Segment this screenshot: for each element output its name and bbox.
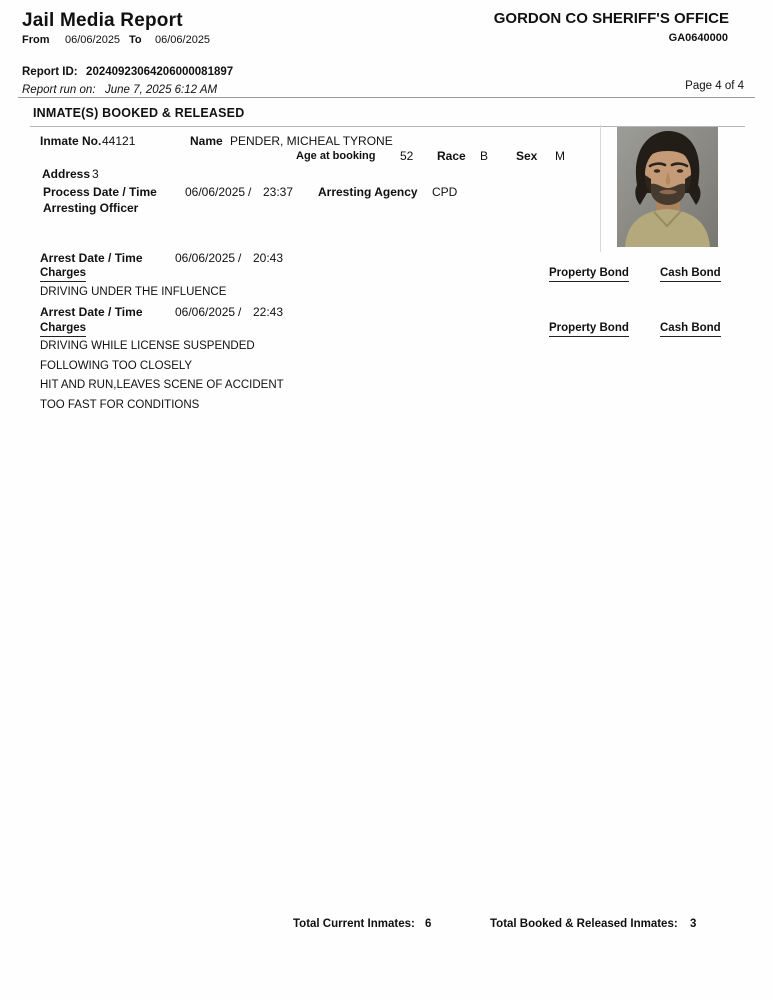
process-date-value: 06/06/2025 xyxy=(185,185,246,199)
charge-item: TOO FAST FOR CONDITIONS xyxy=(40,399,200,412)
arrest2-property-bond-header: Property Bond xyxy=(549,322,629,337)
arresting-officer-label: Arresting Officer xyxy=(43,201,139,215)
arrest1-date-value: 06/06/2025 xyxy=(175,251,236,265)
office-code: GA0640000 xyxy=(668,32,728,44)
report-id-row xyxy=(22,62,233,80)
address-label: Address xyxy=(42,167,91,181)
inmate-mugshot xyxy=(617,127,718,247)
name-value: PENDER, MICHEAL TYRONE xyxy=(230,134,393,148)
page-indicator: Page 4 of 4 xyxy=(685,80,744,92)
mugshot-image xyxy=(617,127,718,247)
charge-item: DRIVING UNDER THE INFLUENCE xyxy=(40,286,227,298)
arresting-agency-label: Arresting Agency xyxy=(318,185,418,199)
sex-label: Sex xyxy=(516,149,538,163)
arrest1-charges-list xyxy=(40,286,226,306)
header-divider xyxy=(18,97,755,98)
to-label: To xyxy=(129,34,142,46)
charge-item: FOLLOWING TOO CLOSELY xyxy=(40,359,193,372)
address-value: 3 xyxy=(92,167,99,181)
total-current-inmates-label: Total Current Inmates: xyxy=(293,918,415,930)
report-id-label: Report ID: xyxy=(22,66,78,78)
photo-cell-border xyxy=(600,125,601,252)
race-label: Race xyxy=(437,149,466,163)
age-at-booking-label: Age at booking xyxy=(296,150,376,162)
report-id-value: 20240923064206000081897 xyxy=(86,66,234,78)
arrest1-cash-bond-header: Cash Bond xyxy=(660,267,721,282)
arrest2-datetime-separator: / xyxy=(238,305,242,319)
arresting-agency-value: CPD xyxy=(432,185,458,199)
arrest1-datetime-separator: / xyxy=(238,251,242,265)
process-time-value: 23:37 xyxy=(263,185,294,199)
race-value: B xyxy=(480,149,489,163)
arrest1-datetime-label: Arrest Date / Time xyxy=(40,251,143,265)
arrest1-charges-header: Charges xyxy=(40,267,86,282)
age-value: 52 xyxy=(400,149,414,163)
total-booked-released-label: Total Booked & Released Inmates: xyxy=(490,918,678,930)
arrest2-date-value: 06/06/2025 xyxy=(175,305,236,319)
arrest2-charges-header: Charges xyxy=(40,322,86,337)
arrest1-property-bond-header: Property Bond xyxy=(549,267,629,282)
run-on-value: June 7, 2025 6:12 AM xyxy=(104,84,218,96)
arrest2-charges-list xyxy=(40,340,284,419)
run-on-label: Report run on: xyxy=(22,84,96,96)
report-title: Jail Media Report xyxy=(22,10,183,31)
arrest2-time-value: 22:43 xyxy=(253,305,284,319)
charge-item: DRIVING WHILE LICENSE SUSPENDED xyxy=(40,340,255,352)
office-name: GORDON CO SHERIFF'S OFFICE xyxy=(493,10,729,27)
to-date-value: 06/06/2025 xyxy=(155,34,211,46)
arrest2-datetime-label: Arrest Date / Time xyxy=(40,305,143,319)
arrest2-cash-bond-header: Cash Bond xyxy=(660,322,721,337)
charge-item: HIT AND RUN,LEAVES SCENE OF ACCIDENT xyxy=(40,379,284,392)
run-on-row xyxy=(22,80,217,98)
from-label: From xyxy=(22,34,50,46)
total-current-inmates-value: 6 xyxy=(425,918,432,930)
from-date-value: 06/06/2025 xyxy=(65,34,121,46)
inmate-no-value: 44121 xyxy=(102,134,136,148)
process-datetime-label: Process Date / Time xyxy=(43,185,157,199)
process-datetime-separator: / xyxy=(248,185,252,199)
section-title: INMATE(S) BOOKED & RELEASED xyxy=(33,106,245,120)
arrest1-time-value: 20:43 xyxy=(253,251,284,265)
name-label: Name xyxy=(190,134,223,148)
total-booked-released-value: 3 xyxy=(690,918,697,930)
sex-value: M xyxy=(555,149,565,163)
inmate-no-label: Inmate No. xyxy=(40,134,102,148)
